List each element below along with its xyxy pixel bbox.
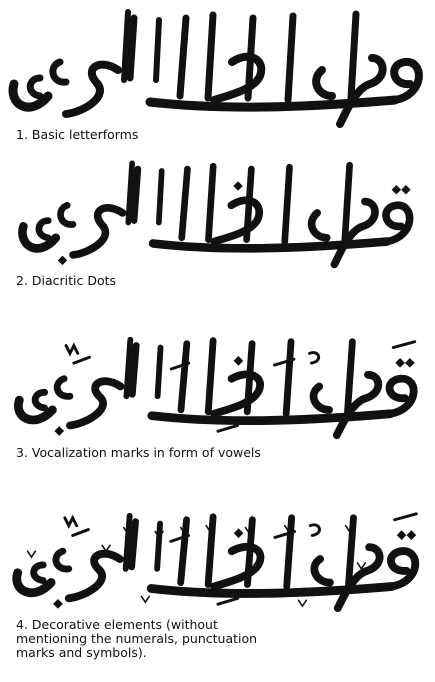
stage-3-caption: 3. Vocalization marks in form of vowels (16, 445, 261, 460)
stage-2-calligraphy (0, 150, 435, 274)
stage-3-calligraphy (0, 330, 435, 442)
stage-2-caption: 2. Diacritic Dots (16, 273, 117, 288)
stage-4-caption: 4. Decorative elements (without mentioning the numerals, punctuation marks and symbols). (16, 617, 258, 660)
stage-1-caption: 1. Basic letterforms (16, 127, 139, 142)
stage-1-calligraphy (0, 0, 435, 130)
stage-4-calligraphy (0, 506, 435, 614)
diacritic-dots (58, 181, 411, 265)
